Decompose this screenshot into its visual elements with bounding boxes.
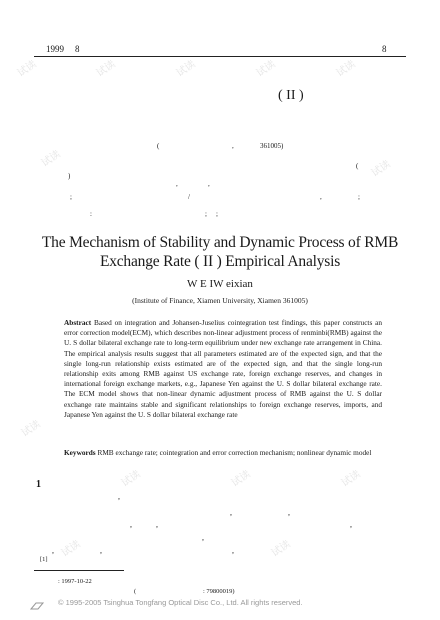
watermark-text: 试读 xyxy=(369,158,393,180)
watermark-text: 试读 xyxy=(229,468,253,490)
watermark-text: 试读 xyxy=(119,468,143,490)
body-fragment: , xyxy=(232,546,234,555)
header-year: 1999 xyxy=(46,44,64,54)
abstract-text: Based on integration and Johansen-Juselius cointegration test findings, this paper constructs an error correction model(ECM), which describes non-linear adjustment process of renminbi(RMB) against the U. S dollar bilateral exchange rate to long-term equilibrium under new exchange rate arrangement in China. The empirical analysis results suggest that all parameters estimated are of the expected sign, and that the single long-run relationship exists estimated are of the expected sign, and that the single long-run relationship exits among RMB against US exchange rate, foreign exchange reserves, and changes in international foreign exchange markets, e.g., Japanese Yen against the U. S dollar bilateral exchange rate. The ECM model shows that non-linear dynamic adjustment process of RMB against the U. S dollar exchange rate maintains stable and significant relationships to foreign exchange reserves, imports, and Japanese Yen against the U. S dollar bilateral exchange rate xyxy=(64,318,382,419)
fund-code: : 79800019) xyxy=(203,588,235,595)
copyright-notice: © 1995-2005 Tsinghua Tongfang Optical Disc Co., Ltd. All rights reserved. xyxy=(58,598,303,607)
cn-title-part: ( II ) xyxy=(278,88,304,103)
body-fragment: , xyxy=(176,180,178,188)
keywords-block xyxy=(64,448,382,458)
abstract-block xyxy=(64,318,382,420)
body-fragment: ; xyxy=(205,210,207,218)
body-fragment: ; xyxy=(216,210,218,218)
watermark-text: 试读 xyxy=(15,58,39,80)
section-number: 1 xyxy=(36,479,41,490)
body-fragment: / xyxy=(188,193,190,201)
watermark-text: 试读 xyxy=(339,468,363,490)
body-fragment: , xyxy=(208,180,210,188)
fund-open: ( xyxy=(134,588,137,595)
watermark-text: 试读 xyxy=(269,538,293,560)
body-fragment: ; xyxy=(70,193,72,201)
body-fragment: , xyxy=(230,508,232,517)
english-title-line-1: The Mechanism of Stability and Dynamic Process of RMB xyxy=(41,234,399,251)
affiliation-fragment-comma: , xyxy=(232,142,234,150)
body-fragment: ; xyxy=(358,193,360,201)
footnote-marker: [1] xyxy=(40,556,48,563)
body-fragment: , xyxy=(288,508,290,517)
author-name: W E IW eixian xyxy=(187,278,253,290)
watermark-text: 试读 xyxy=(19,418,43,440)
english-title-line-2: Exchange Rate ( II ) Empirical Analysis xyxy=(99,253,341,270)
footnote-rule xyxy=(34,570,124,571)
body-fragment: , xyxy=(52,546,54,555)
affiliation-fragment-open: ( xyxy=(157,142,160,150)
watermark-text: 试读 xyxy=(39,148,63,170)
watermark-text: 试读 xyxy=(334,58,358,80)
watermark-text: 试读 xyxy=(59,538,83,560)
header-rule xyxy=(34,56,406,57)
watermark-text: 试读 xyxy=(254,58,278,80)
author-affiliation: (Institute of Finance, Xiamen University, Xiamen 361005) xyxy=(132,296,308,305)
received-date: : 1997-10-22 xyxy=(58,578,92,585)
copyright-logo-icon xyxy=(30,601,44,611)
keywords-text: RMB exchange rate; cointegration and error correction mechanism; nonlinear dynamic model xyxy=(97,448,372,457)
body-fragment: , xyxy=(118,492,120,501)
abstract-label: Abstract xyxy=(64,318,92,327)
watermark-text: 试读 xyxy=(94,58,118,80)
body-fragment: , xyxy=(350,520,352,529)
body-fragment: ( xyxy=(356,162,359,170)
body-fragment: : xyxy=(90,210,92,218)
body-fragment: ) xyxy=(68,172,71,180)
body-fragment: , xyxy=(100,546,102,555)
body-fragment: , xyxy=(320,193,322,201)
watermark-text: 试读 xyxy=(174,58,198,80)
body-fragment: , xyxy=(130,520,132,529)
header-issue: 8 xyxy=(75,44,80,54)
affiliation-fragment-postcode: 361005) xyxy=(260,142,284,150)
copyright-logo-icon xyxy=(30,598,44,608)
keywords-label: Keywords xyxy=(64,448,96,457)
body-fragment: , xyxy=(156,520,158,529)
header-page-number: 8 xyxy=(382,44,387,54)
body-fragment: , xyxy=(202,533,204,542)
